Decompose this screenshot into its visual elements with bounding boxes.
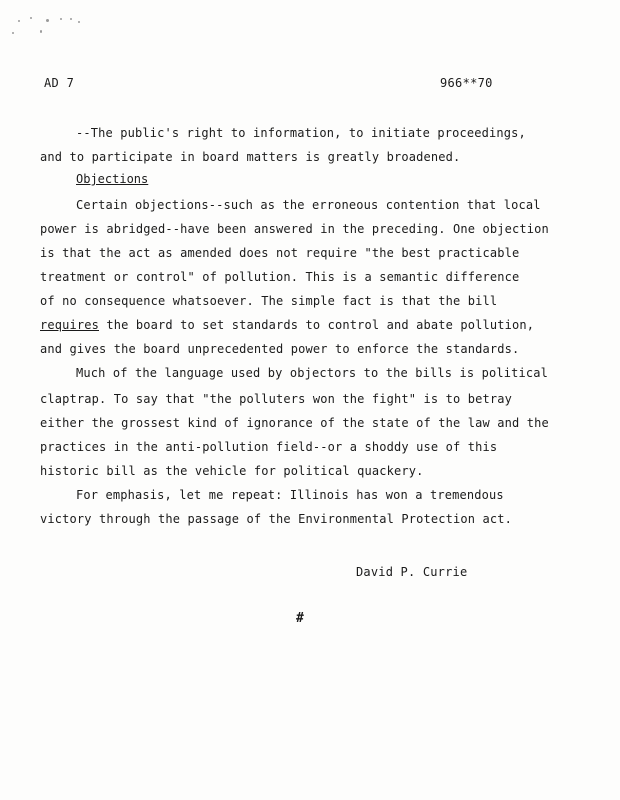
scan-speck [60, 18, 62, 20]
end-mark: # [296, 611, 304, 626]
text-fragment: the board to set standards to control and abate pollution, [99, 318, 535, 332]
text-line: of no consequence whatsoever. The simple fact is that the bill [40, 294, 498, 308]
text-line: victory through the passage of the Environmental Protection act. [40, 512, 512, 526]
text-line: --The public's right to information, to initiate proceedings, [76, 126, 526, 140]
text-line: and gives the board unprecedented power to enforce the standards. [40, 342, 520, 356]
text-line: either the grossest kind of ignorance of the state of the law and the [40, 416, 549, 430]
text-line: is that the act as amended does not require "the best practicable [40, 246, 520, 260]
signature: David P. Currie [356, 565, 468, 579]
scan-speck [78, 21, 80, 23]
text-line: For emphasis, let me repeat: Illinois has won a tremendous [76, 488, 504, 502]
text-line: power is abridged--have been answered in the preceding. One objection [40, 222, 549, 236]
text-line: Certain objections--such as the erroneous contention that local [76, 198, 541, 212]
text-line: treatment or control" of pollution. This is a semantic difference [40, 270, 520, 284]
scan-speck [46, 19, 49, 22]
scan-speck [40, 30, 42, 33]
text-line: and to participate in board matters is greatly broadened. [40, 150, 461, 164]
section-heading: Objections [76, 172, 149, 186]
text-line: claptrap. To say that "the polluters won the fight" is to betray [40, 392, 512, 406]
page-code-right: 966**70 [440, 76, 493, 90]
scan-speck [30, 17, 32, 19]
text-line: Much of the language used by objectors to the bills is political [76, 366, 548, 380]
page-code-left: AD 7 [44, 76, 75, 90]
scan-speck [70, 18, 72, 20]
scan-speck [12, 32, 14, 34]
emphasized-word: requires [40, 318, 99, 332]
text-line [40, 318, 580, 332]
scan-speck [18, 20, 20, 22]
text-line: practices in the anti-pollution field--or a shoddy use of this [40, 440, 498, 454]
text-line: historic bill as the vehicle for political quackery. [40, 464, 424, 478]
